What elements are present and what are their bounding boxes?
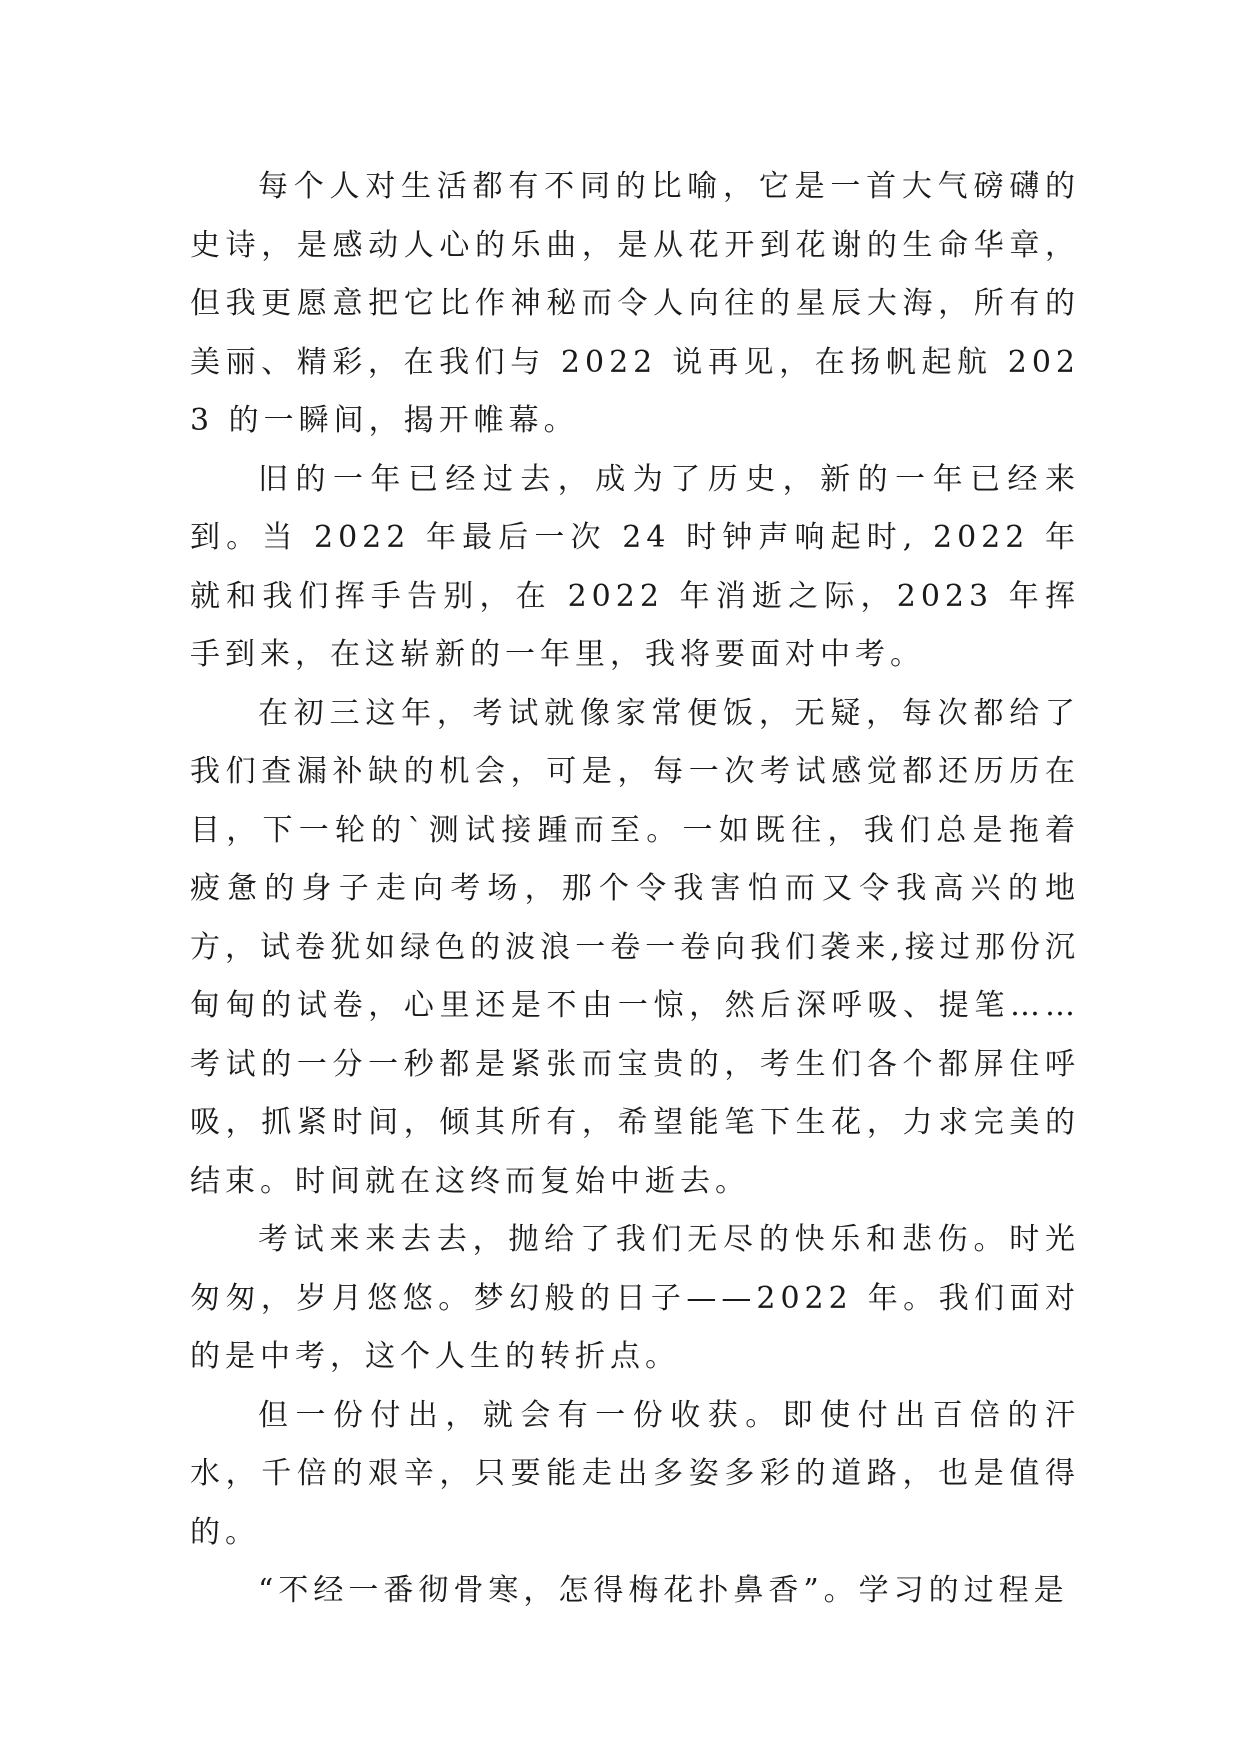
paragraph: 每个人对生活都有不同的比喻，它是一首大气磅礴的史诗，是感动人心的乐曲，是从花开到花谢的生命华章，但我更愿意把它比作神秘而令人向往的星辰大海，所有的美丽、精彩，在我们与 2022 说再见，在扬帆起航 2023 的一瞬间，揭开帷幕。 xyxy=(190,169,1080,438)
document-body xyxy=(190,158,1080,1621)
paragraph: 但一份付出，就会有一份收获。即使付出百倍的汗水，千倍的艰辛，只要能走出多姿多彩的道路，也是值得的。 xyxy=(190,1397,1080,1550)
paragraph: 考试来来去去，抛给了我们无尽的快乐和悲伤。时光匆匆，岁月悠悠。梦幻般的日子——2022 年。我们面对的是中考，这个人生的转折点。 xyxy=(190,1222,1080,1374)
paragraph: “不经一番彻骨寒，怎得梅花扑鼻香”。学习的过程是 xyxy=(258,1573,1069,1608)
paragraph: 旧的一年已经过去，成为了历史，新的一年已经来到。当 2022 年最后一次 24 时钟声响起时, 2022 年就和我们挥手告别，在 2022 年消逝之际，2023 年挥手到来，在这崭新的一年里，我将要面对中考。 xyxy=(190,461,1080,672)
paragraph: 在初三这年，考试就像家常便饭，无疑，每次都给了我们查漏补缺的机会，可是，每一次考试感觉都还历历在目，下一轮的`测试接踵而至。一如既往，我们总是拖着疲惫的身子走向考场，那个令我害怕而又令我高兴的地方，试卷犹如绿色的波浪一卷一卷向我们袭来,接过那份沉甸甸的试卷，心里还是不由一惊，然后深呼吸、提笔……考试的一分一秒都是紧张而宝贵的，考生们各个都屏住呼吸，抓紧时间，倾其所有，希望能笔下生花，力求完美的结束。时间就在这终而复始中逝去。 xyxy=(190,695,1080,1199)
